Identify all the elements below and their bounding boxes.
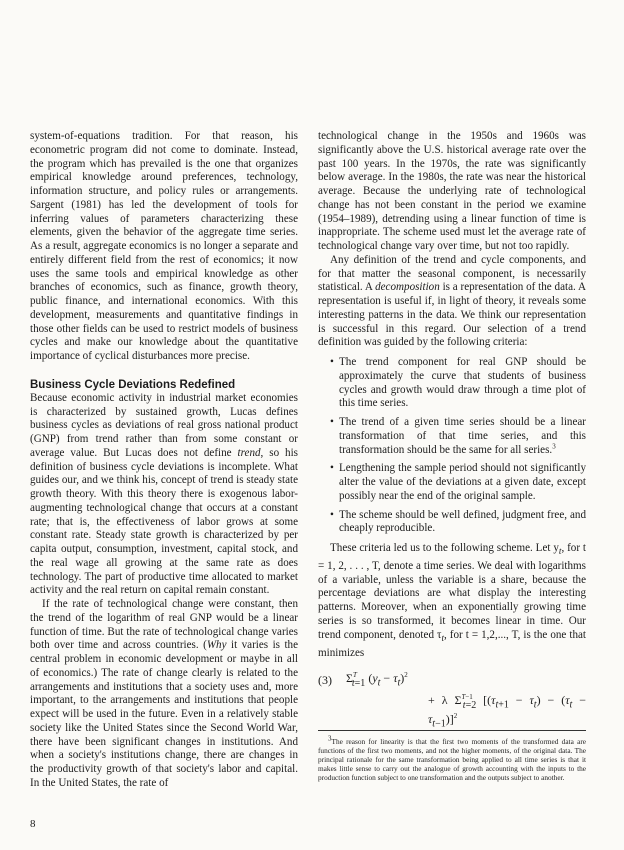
equation-number: (3) <box>318 673 332 688</box>
list-item: • Lengthening the sample period should not significantly alter the value of the deviations at a given date, except possibly near the end of the original sample. <box>330 462 586 503</box>
paragraph: technological change in the 1950s and 1960s was significantly above the U.S. historical average rate over the past 100 years. In the 1970s, the rate was significantly below average. In the 1980s, the rate was near the historical average. Because the underlying rate of technological change has not been constant in the period we examine (1954–1989), detrending using a linear function of time is inappropriate. The scheme used must let the average rate of technological change vary over time, but not too rapidly. <box>318 130 586 252</box>
page-number: 8 <box>30 818 36 830</box>
left-column <box>30 130 298 791</box>
paragraph: These criteria led us to the following scheme. Let $y_t$, for t = 1, 2, . . . , T, denote a time series. We deal with logarithms of a variable, unless the variable is a share, because the percentage deviations are what display the interesting patterns. Moreover, when an exponentially growing time series is so transformed, it becomes linear in time. Our trend component, denoted $\tau_t$, for t = 1,2,..., T, is the one that minimizes <box>318 542 586 659</box>
equation-3 <box>318 671 586 729</box>
equation-line-1: $\Sigma^T_{t=1}$ $(y_t - \tau_t)^2$ <box>346 671 408 689</box>
paragraph: system-of-equations tradition. For that reason, his econometric program did not come to dominate. Instead, the program which has prevailed is the one that organizes empirical knowledge around preferences, technology, information structure, and policy rules or arrangements. Sargent (1981) has led the development of tools for inferring values of parameters characterizing these elements, given the behavior of the aggregate time series. As a result, aggregate economics is no longer a separate and entirely different field from the rest of economics; it now uses the same tools and empirical knowledge as other branches of economics, such as finance, growth theory, public finance, and international economics. With this development, measurements and quantitative findings in those other fields can be used to restrict models of business cycles and make our knowledge about the quantitative importance of cyclical disturbances more precise. <box>30 130 298 362</box>
list-item: • The scheme should be well defined, judgment free, and cheaply reproducible. <box>330 509 586 537</box>
right-column <box>318 130 586 782</box>
footnote-mark: 3 <box>552 441 556 450</box>
paragraph: Because economic activity in industrial market economies is characterized by sustained growth, Lucas defines business cycles as deviations of real gross national product (GNP) from trend rather than from some constant or average value. But Lucas does not define trend, so his definition of business cycle deviations is incomplete. What guides our, and we think his, concept of trend is steady state growth theory. With this theory there is exogenous labor-augmenting technological change that occurs at a constant rate; that is, the effectiveness of labor grows at some constant rate. Steady state growth is characterized by per capita output, consumption, investment, capital stock, and the real wage all growing at the same rate as does technology. The part of productive time allocated to market activity and the real return on capital remain constant. <box>30 391 298 597</box>
equation-line-2: + λ $\Sigma^{T-1}_{t=2}$ $[(\tau_{t+1} - \tau_t) - (\tau_t - \tau_{t-1})]^2$ <box>428 693 586 729</box>
footnote: $^3$The reason for linearity is that the first two moments of the transformed data are functions of the first two moments, and not the higher moments, of the original data. The principal rationale for the same transformation being applied to all time series is that it makes little sense to carry out the analogue of growth accounting with the inputs to the production function subject to one transformation and the outputs subject to another. <box>318 735 586 783</box>
list-item: • The trend of a given time series should be a linear transformation of that time series, and this transformation should be the same for all series.$^3$ <box>330 416 586 457</box>
criteria-list <box>318 356 586 536</box>
list-item: • The trend component for real GNP should be approximately the curve that students of business cycles and growth would draw through a time plot of this time series. <box>330 356 586 411</box>
paragraph: Any definition of the trend and cycle components, and for that matter the seasonal component, is necessarily statistical. A decomposition is a representation of the data. A representation is useful if, in light of theory, it reveals some interesting patterns in the data. We think our representation is successful in this regard. Our selection of a trend definition was guided by the following criteria: <box>318 253 586 349</box>
paragraph: If the rate of technological change were constant, then the trend of the logarithm of real GNP would be a linear function of time. But the rate of technological change varies both over time and across countries. (Why it varies is the central problem in economic development or maybe in all of economics.) The rate of change clearly is related to the arrangements and institutions that a society uses and, more important, to the arrangements and institutions that people expect will be used in the future. Even in a relatively stable society like the United States since the Second World War, there have been significant changes in institutions. And when a society's institutions change, there are changes in the productivity growth of that society's labor and capital. In the United States, the rate of <box>30 598 298 789</box>
section-heading: Business Cycle Deviations Redefined <box>30 378 236 391</box>
